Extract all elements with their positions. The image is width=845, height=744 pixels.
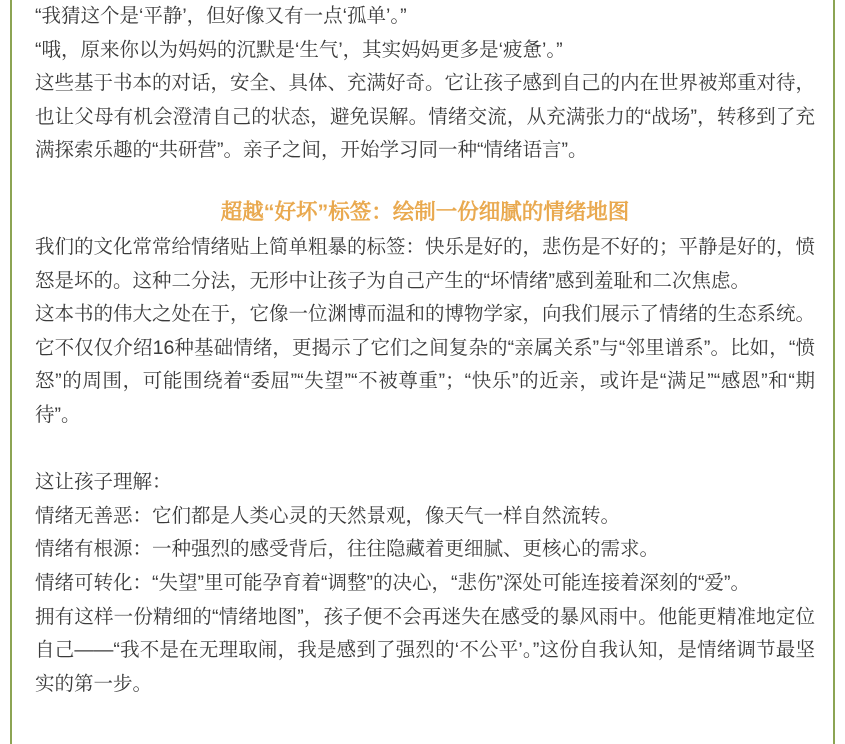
insight-item-2: 情绪有根源：一种强烈的感受背后，往往隐藏着更细腻、更核心的需求。 xyxy=(35,538,660,561)
paragraph-spacer xyxy=(35,433,815,467)
insight-item-1: 情绪无善恶：它们都是人类心灵的天然景观，像天气一样自然流转。 xyxy=(35,504,621,527)
body-paragraph-1: 我们的文化常常给情绪贴上简单粗暴的标签：快乐是好的，悲伤是不好的；平静是好的，愤怒是坏的。这种二分法，无形中让孩子为自己产生的“坏情绪”感到羞耻和二次焦虑。 xyxy=(35,235,816,292)
article-bordered-frame xyxy=(10,0,835,744)
insight-item-3: 情绪可转化：“失望”里可能孕育着“调整”的决心，“悲伤”深处可能连接着深刻的“爱”。 xyxy=(35,571,750,594)
closing-paragraph: 拥有这样一份精细的“情绪地图”，孩子便不会再迷失在感受的暴风雨中。他能更精准地定位自己——“我不是在无理取闹，我是感到了强烈的‘不公平’。”这份自我认知，是情绪调节最坚实的第一步。 xyxy=(35,605,815,695)
section-heading: 超越“好坏”标签：绘制一份细腻的情绪地图 xyxy=(220,199,630,224)
intro-quote-2: “哦，原来你以为妈妈的沉默是‘生气’，其实妈妈更多是‘疲惫’。” xyxy=(35,38,563,61)
insights-intro: 这让孩子理解： xyxy=(35,471,172,494)
intro-quote-1: “我猜这个是‘平静’，但好像又有一点‘孤单’。” xyxy=(35,5,407,27)
intro-paragraph: 这些基于书本的对话，安全、具体、充满好奇。它让孩子感到自己的内在世界被郑重对待，也让父母有机会澄清自己的状态，避免误解。情绪交流，从充满张力的“战场”，转移到了充满探索乐趣的“共研营”。亲子之间，开始学习同一种“情绪语言”。 xyxy=(35,72,816,162)
body-paragraph-2: 这本书的伟大之处在于，它像一位渊博而温和的博物学家，向我们展示了情绪的生态系统。它不仅仅介绍16种基础情绪，更揭示了它们之间复杂的“亲属关系”与“邻里谱系”。比如，“愤怒”的周围，可能围绕着“委屈”“失望”“不被尊重”；“快乐”的近亲，或许是“满足”“感恩”和“期待”。 xyxy=(35,303,816,426)
